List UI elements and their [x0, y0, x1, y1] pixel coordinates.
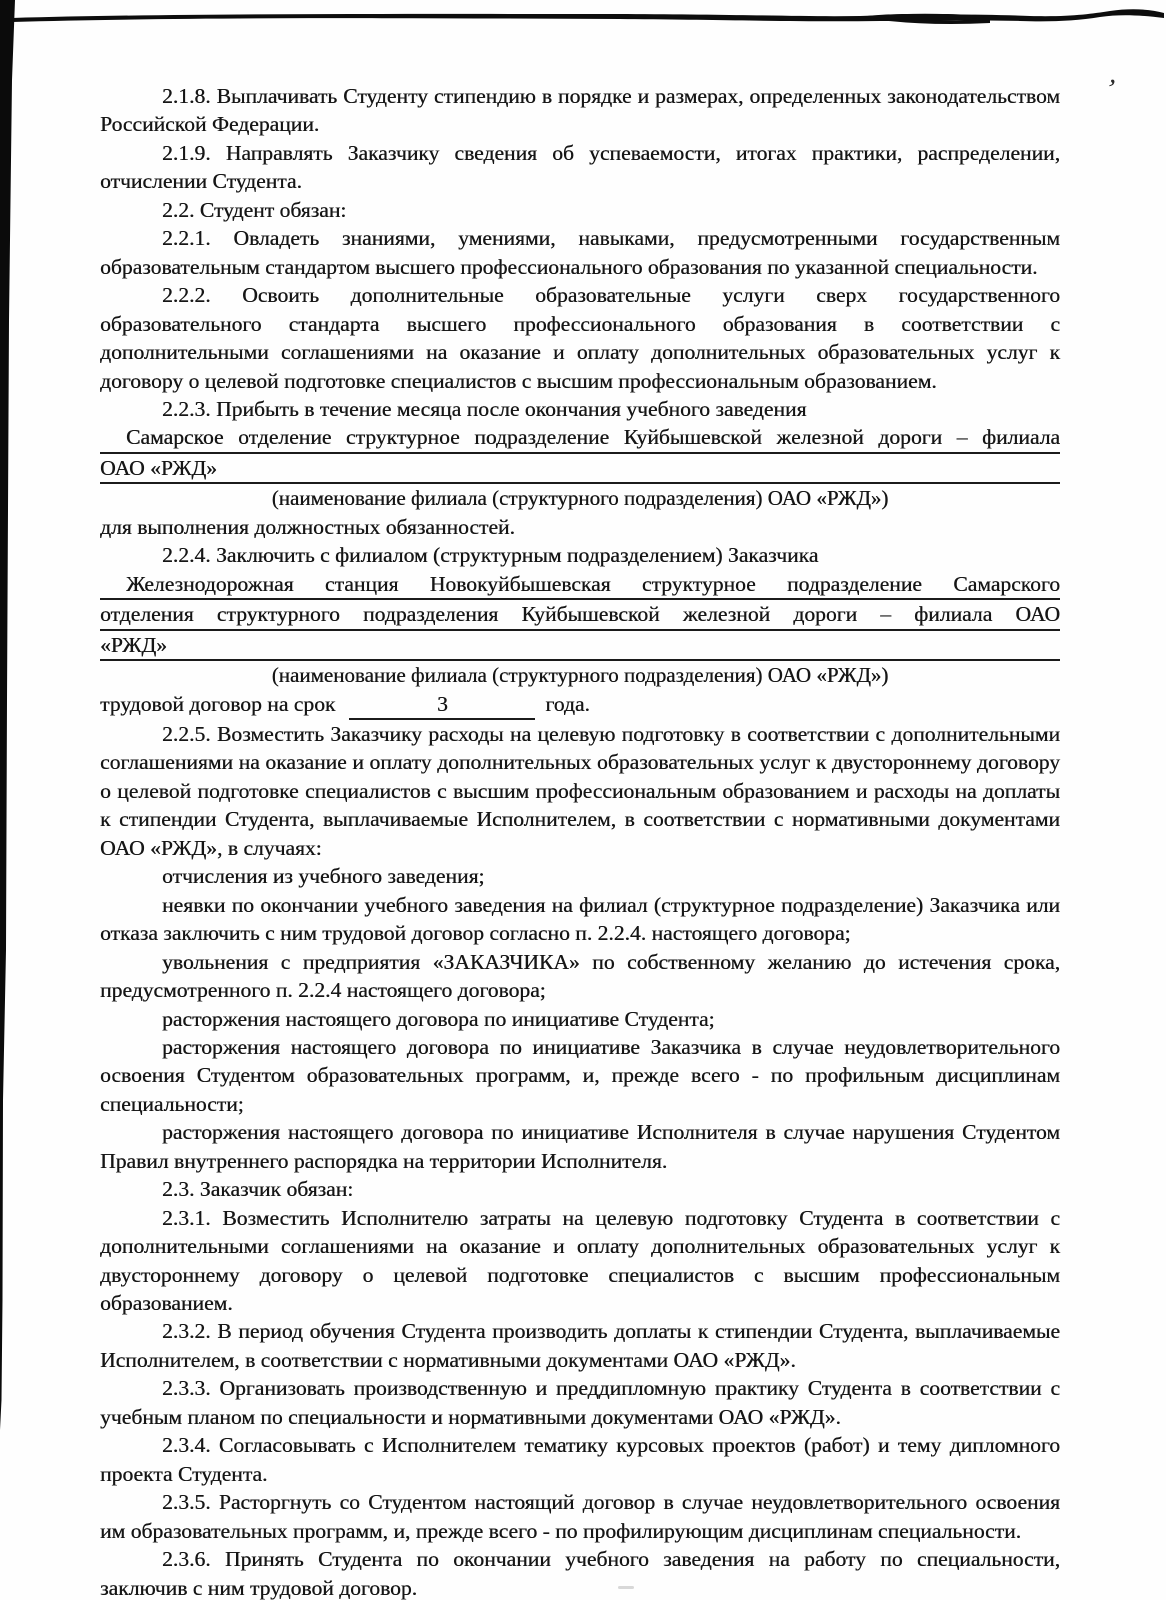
clause-2-3-2: 2.3.2. В период обучения Студента производить доплаты к стипендии Студента, выплачиваемые Исполнителем, в соответствии с нормативными документами ОАО «РЖД».	[100, 1319, 1060, 1372]
clause-2-2-2: 2.2.2. Освоить дополнительные образовательные услуги сверх государственного образовательного стандарта высшего профессионального образования в соответствии с дополнительными соглашениями на оказание и оплату дополнительных образовательных услуг к договору о целевой подготовке специалистов с высшим профессиональным образованием.	[100, 283, 1060, 393]
contract-term-row	[100, 690, 1060, 720]
station-name-caption: (наименование филиала (структурного подразделения) ОАО «РЖД»)	[271, 663, 889, 688]
clause-2-1-9: 2.1.9. Направлять Заказчику сведения об успеваемости, итогах практики, распределении, отчислении Студента.	[100, 140, 1060, 194]
case-no-show: неявки по окончании учебного заведения на филиал (структурное подразделение) Заказчика или отказа заключить с ним трудовой договор согласно п. 2.2.4. настоящего договора;	[100, 892, 1060, 946]
clause-2-3-5: 2.3.5. Расторгнуть со Студентом настоящий договор в случае неудовлетворительного освоения им образовательных программ, и, прежде всего - по профилирующим дисциплинам специальности.	[100, 1490, 1060, 1543]
branch-name-field-line2: ОАО «РЖД»	[100, 454, 1060, 484]
term-value-field	[349, 690, 535, 720]
clause-2-2-4: 2.2.4. Заключить с филиалом (структурным подразделением) Заказчика	[162, 543, 819, 568]
term-suffix: года.	[545, 691, 590, 716]
contract-body	[100, 82, 1060, 1600]
stray-mark: ’	[1102, 73, 1119, 106]
branch-name-caption: (наименование филиала (структурного подразделения) ОАО «РЖД»)	[271, 486, 889, 511]
clause-2-3-heading: 2.3. Заказчик обязан:	[162, 1177, 354, 1202]
scan-edge-strip-icon	[0, 0, 20, 1600]
case-termination-by-executor: расторжения настоящего договора по инициативе Исполнителя в случае нарушения Студентом Правил внутреннего распорядка на территории Исполнителя.	[100, 1120, 1060, 1173]
station-name-field-line3: «РЖД»	[100, 631, 1060, 661]
case-termination-by-student: расторжения настоящего договора по инициативе Студента;	[162, 1006, 715, 1031]
clause-2-2-1: 2.2.1. Овладеть знаниями, умениями, навыками, предусмотренными государственным образовательным стандартом высшего профессионального образования по указанной специальности.	[100, 226, 1060, 279]
clause-2-3-6: 2.3.6. Принять Студента по окончании учебного заведения на работу по специальности, заключив с ним трудовой договор.	[100, 1547, 1060, 1600]
branch-name-field-line1: Самарское отделение структурное подразделение Куйбышевской железной дороги – филиала	[100, 423, 1060, 453]
station-name-field-line1: Железнодорожная станция Новокуйбышевская структурное подразделение Самарского	[100, 570, 1060, 600]
case-expulsion: отчисления из учебного заведения;	[162, 864, 485, 889]
clause-2-2-3: 2.2.3. Прибыть в течение месяца после окончания учебного заведения	[162, 396, 807, 421]
case-resignation: увольнения с предприятия «ЗАКАЗЧИКА» по собственному желанию до истечения срока, предусмотренного п. 2.2.4 настоящего договора;	[100, 949, 1060, 1003]
clause-2-2-heading: 2.2. Студент обязан:	[162, 197, 347, 222]
clause-2-2-5: 2.2.5. Возместить Заказчику расходы на целевую подготовку в соответствии с дополнительными соглашениями на оказание и оплату дополнительных образовательных услуг к двустороннему договору о целевой подготовке специалистов с высшим профессиональным образованием и расходы на доплаты к стипендии Студента, выплачиваемые Исполнителем, в соответствии с нормативными документами ОАО «РЖД», в случаях:	[100, 721, 1060, 860]
after-branch-text: для выполнения должностных обязанностей.	[100, 514, 515, 539]
clause-2-1-8: 2.1.8. Выплачивать Студенту стипендию в порядке и размерах, определенных законодательством Российской Федерации.	[100, 84, 1060, 137]
station-name-field-line2: отделения структурного подразделения Куйбышевской железной дороги – филиала ОАО	[100, 600, 1060, 630]
clause-2-3-3: 2.3.3. Организовать производственную и преддипломную практику Студента в соответствии с учебным планом по специальности и нормативными документами ОАО «РЖД».	[100, 1376, 1060, 1429]
term-value: 3	[436, 691, 448, 716]
term-prefix: трудовой договор на срок	[100, 691, 336, 716]
clause-2-3-4: 2.3.4. Согласовывать с Исполнителем тематику курсовых проектов (работ) и тему дипломного проекта Студента.	[100, 1433, 1060, 1486]
case-termination-by-customer: расторжения настоящего договора по инициативе Заказчика в случае неудовлетворительного освоения Студентом образовательных программ, и, прежде всего - по профильным дисциплинам специальности;	[100, 1034, 1060, 1116]
scan-streak-icon	[0, 0, 1166, 44]
clause-2-3-1: 2.3.1. Возместить Исполнителю затраты на целевую подготовку Студента в соответствии с дополнительными соглашениями на оказание и оплату дополнительных образовательных услуг к двустороннему договору о целевой подготовке специалистов с высшим профессиональным образованием.	[100, 1205, 1060, 1316]
